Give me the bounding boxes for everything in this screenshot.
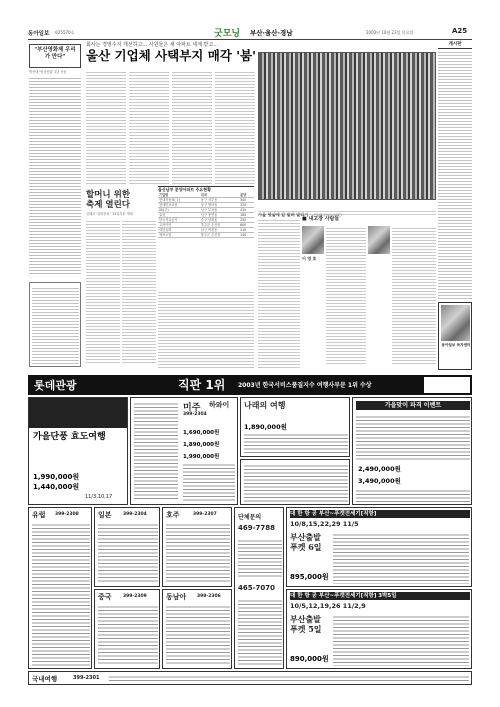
mijoo-ad (130, 397, 238, 505)
right-column-body (438, 50, 472, 300)
mijoo-price-1: 1,690,000원 (183, 430, 220, 436)
phone-panel-label: 단체문의 (238, 514, 262, 521)
lotte-ad (28, 397, 128, 505)
table-header: 분양 (239, 193, 254, 198)
korea-phone: 399-2301 (73, 675, 100, 681)
masthead-rule (28, 39, 472, 40)
china-list (98, 604, 158, 666)
event-price-3: 3,490,000원 (358, 477, 401, 485)
mid-body-col (258, 218, 300, 370)
phuket-dates-1: 10/8,15,22,29 11/5 (290, 520, 359, 528)
europe-phone: 399-2308 (55, 512, 79, 517)
europe-brand: 유럽 (32, 511, 46, 519)
left-lower-box (29, 282, 81, 367)
nz-phone: 399-2307 (193, 512, 217, 517)
mijoo-brand: 미주 (183, 403, 201, 413)
right-column-title: 게시판 (438, 42, 472, 49)
lotte-slogan: 가을단풍 효도여행 (33, 432, 106, 442)
table-header: 위치 (200, 193, 239, 198)
event-ad (240, 397, 350, 457)
table-row (158, 203, 254, 208)
event-brand: 나래의 여행 (244, 401, 286, 410)
event-list-2 (356, 414, 470, 460)
festival-headline-2: 축제 열린다 (86, 200, 131, 210)
ad-strip-text: 2003년 한국서비스품질지수 여행사부문 1위 수상 (238, 382, 372, 389)
table-cell: 500 (239, 198, 254, 203)
photo-caption-title: 가을 햇살에 감 말려 말리기 (258, 212, 309, 217)
main-photo-caption-body (258, 209, 436, 215)
columnist-title: ■ 내고장 사람들 (302, 216, 340, 222)
phuket-mid-1: 부산출발 푸켓 6일 (290, 532, 322, 552)
table-cell: 울주군 온산읍 (200, 233, 239, 238)
mid-ad (240, 459, 350, 505)
section-logo-mark: 굿모닝 (214, 29, 241, 39)
sea-list (166, 604, 230, 666)
table-cell: 250 (239, 218, 254, 223)
event-price-1: 1,890,000원 (244, 423, 287, 431)
korea-list (109, 674, 469, 683)
table-cell: 600 (239, 223, 254, 228)
china-brand: 중국 (98, 593, 112, 601)
nz-brand: 호주 (166, 511, 180, 519)
main-body-col2 (129, 70, 169, 185)
phone-panel-list-2 (238, 598, 282, 666)
right-column (438, 42, 472, 372)
mijoo-list-left (134, 401, 178, 501)
table-cell: 180 (239, 213, 254, 218)
hawaii-price: 1,990,000원 (183, 454, 220, 460)
phone-panel (234, 507, 284, 669)
japan-list (98, 522, 158, 584)
columnist-photo (302, 226, 324, 254)
table-cell: 140 (239, 233, 254, 238)
table-cell: 대한유화 (158, 228, 200, 233)
main-body-col3 (172, 70, 212, 185)
table-cell: 고려아연 (158, 223, 200, 228)
table-cell: 현대자동차(주) (158, 198, 200, 203)
japan-phone: 399-2304 (123, 512, 147, 517)
table-cell: 현대미포조선 (158, 203, 200, 208)
table-body-below (158, 290, 254, 370)
columnist-name: 이 영 호 (302, 256, 317, 261)
table-cell: 동구 방어동 (200, 203, 239, 208)
phuket-price-1: 895,000원 (290, 573, 329, 581)
festival-byline: 김해시 '실버잔치 ' 25일부터 개최 (86, 212, 133, 216)
mid-ad-list (244, 463, 348, 503)
lotte-banner (29, 398, 128, 428)
europe-ad (28, 507, 92, 669)
europe-list (32, 522, 90, 666)
table-cell: 320 (239, 203, 254, 208)
page-number: A25 (452, 27, 468, 35)
china-phone: 399-2309 (123, 594, 147, 599)
table-cell: 중구 남외동 (200, 218, 239, 223)
table-cell: 남구 부곡동 (200, 208, 239, 213)
nz-ad (162, 507, 232, 587)
mijoo-price-2: 1,890,000원 (183, 442, 220, 448)
ad-strip (28, 375, 472, 395)
ad-strip-brand: 롯데관광 (34, 379, 77, 392)
table-title: 울산남부 분양아파트 주요현황 (158, 187, 212, 192)
left-kicker: "부산영화제 우리가 만다" (34, 47, 76, 60)
table-cell: 410 (239, 208, 254, 213)
right-ad-box (438, 302, 472, 370)
phuket-title-1: 대 한 항 공 부산~푸켓전세기[직항] (290, 510, 470, 518)
phuket-list-1 (333, 532, 469, 584)
phone-number-1: 469-7788 (238, 524, 275, 532)
nz-list (166, 522, 230, 584)
event-list-3 (356, 488, 470, 502)
mijoo-phone: 399-2304 (183, 412, 207, 417)
masthead (28, 26, 472, 40)
event-price-2: 2,490,000원 (358, 465, 401, 473)
left-body-text (29, 76, 81, 276)
right-ad-image (441, 305, 470, 341)
lotte-price-2: 1,440,000원 (33, 483, 80, 491)
table-row (158, 218, 254, 223)
lotte-dates: 11/3,10,17 (85, 494, 113, 500)
table-cell: 울주군 온산읍 (200, 223, 239, 228)
left-column (28, 42, 83, 372)
table-cell: SK(주) (158, 208, 200, 213)
apartment-table (158, 186, 254, 286)
table-cell: 한국석유공사 (158, 218, 200, 223)
table-row (158, 233, 254, 238)
festival-body-2 (122, 219, 156, 364)
table-cell: 210 (239, 228, 254, 233)
table-row (158, 198, 254, 203)
phuket-ad-1 (286, 507, 472, 587)
table-cell: 남구 용연동 (200, 213, 239, 218)
phuket-dates-2: 10/5,12,19,26 11/2,9 (290, 602, 366, 610)
sea-phone: 399-2306 (197, 594, 221, 599)
korea-brand: 국내여행 (32, 675, 58, 683)
sea-brand: 동남아 (166, 593, 187, 601)
phuket-title-2: 대 한 항 공 부산~푸켓전세기[직항] 3박5일 (290, 592, 470, 600)
hawaii-brand: 하와이 (209, 401, 230, 409)
table-cell: 남구 여천동 (200, 228, 239, 233)
right-ad-text: 동아일보 독자센터 (441, 343, 471, 347)
festival-headline-1: 할머니 위한 (86, 190, 131, 200)
phuket-list-2 (333, 614, 469, 666)
china-ad (94, 589, 160, 669)
ad-strip-logo (424, 377, 470, 393)
table-cell: 에쓰오일 (158, 233, 200, 238)
main-body-col1 (86, 70, 126, 185)
table-header: 기업명 (158, 193, 200, 198)
korea-ad (28, 671, 472, 685)
event-list (244, 432, 348, 454)
sea-ad (162, 589, 232, 669)
columnist-box (302, 216, 436, 371)
japan-brand: 일본 (98, 511, 112, 519)
columnist-photo-2 (368, 226, 390, 254)
phuket-price-2: 890,000원 (290, 655, 329, 663)
phone-panel-list (238, 538, 282, 578)
paper-name: 동아일보 (28, 31, 50, 37)
table (158, 193, 254, 238)
table-cell: 효성 (158, 213, 200, 218)
festival-story (86, 188, 156, 368)
lotte-price-1: 1,990,000원 (33, 473, 80, 481)
left-byline: 영산대 '영상산업' 1년 운동 (29, 70, 67, 74)
photo-caption-sub: (밀레니어스 입맛) (313, 213, 342, 217)
main-headline: 울산 기업체 사택부지 매각 '붐' (86, 48, 256, 63)
columnist-body (326, 226, 366, 366)
section-logo: 부산·울산·경남 (250, 29, 293, 37)
left-kicker-box (29, 44, 81, 68)
main-body-col4 (215, 70, 255, 185)
issue-number: 제25570호 (54, 30, 75, 35)
columnist-body-2 (392, 226, 436, 366)
main-kicker: 회사는 경영수지 개선하고… 사원들은 새 아파트 세계 받고… (86, 42, 219, 48)
festival-body (86, 219, 120, 364)
phone-number-2: 465-7070 (238, 584, 275, 592)
japan-ad (94, 507, 160, 587)
issue-date: 2003년 10월 23일 목요일 (366, 30, 414, 35)
phuket-ad-2 (286, 589, 472, 669)
main-photo (258, 52, 436, 200)
event-ad-2 (352, 397, 472, 505)
event-label: 가을맞이 파격 이벤트 (356, 401, 470, 410)
left-lower-text (32, 286, 79, 364)
table-cell: 동구 서부동 (200, 198, 239, 203)
mijoo-list-right (183, 462, 235, 502)
ad-strip-badge: 직판 1위 (178, 378, 226, 392)
phuket-mid-2: 부산출발 푸켓 5일 (290, 614, 322, 634)
